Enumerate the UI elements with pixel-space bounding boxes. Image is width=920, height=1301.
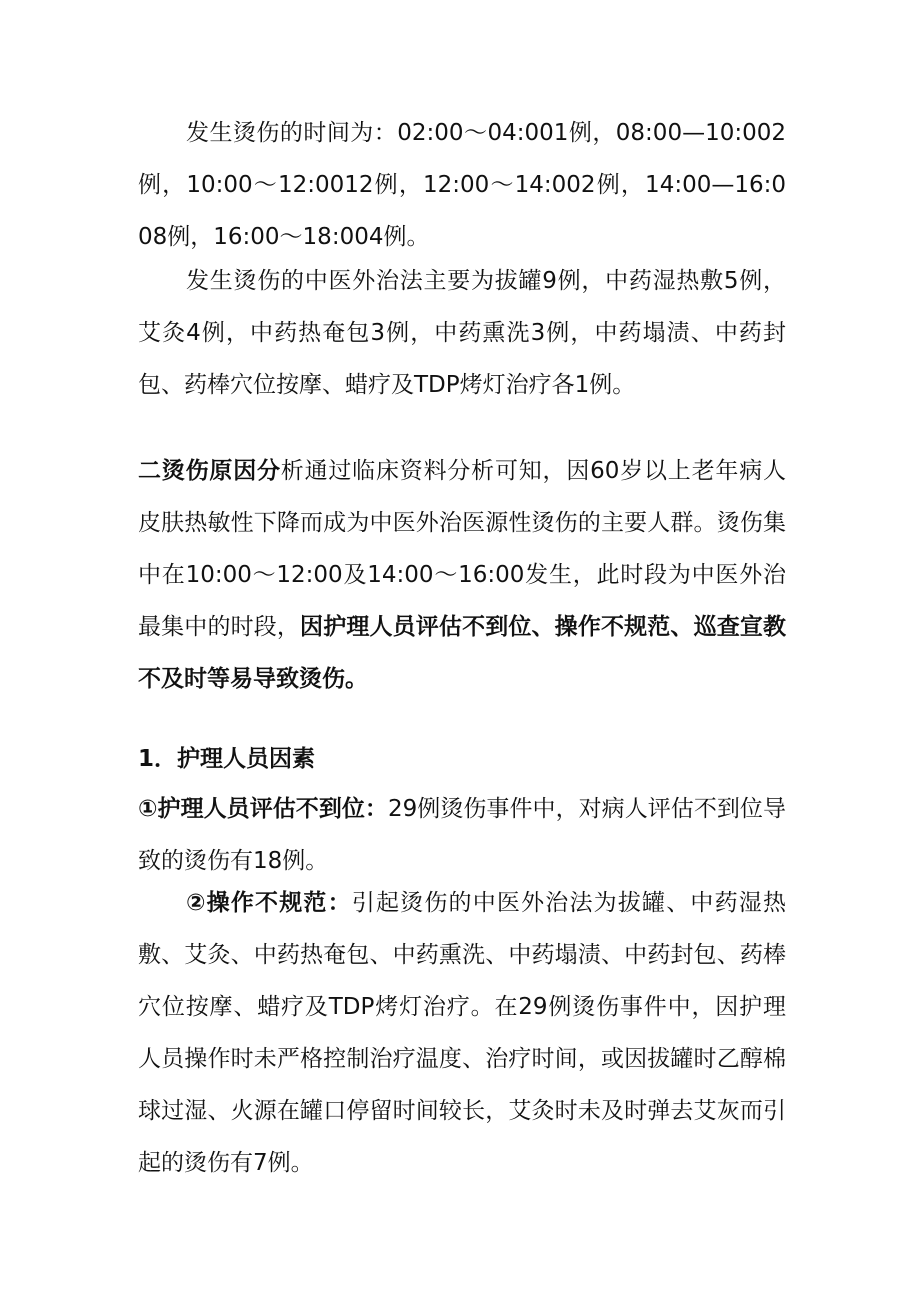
paragraph-item2: [138, 877, 786, 1189]
item2-text: 引起烫伤的中医外治法为拔罐、中药湿热敷、艾灸、中药热奄包、中药熏洗、中药塌渍、中药封包、药棒穴位按摩、蜡疗及TDP烤灯治疗。在29例烫伤事件中，因护理人员操作时未严格控制治疗温度、治疗时间，或因拔罐时乙醇棉球过湿、火源在罐口停留时间较长，艾灸时未及时弹去艾灰而引起的烫伤有7例。: [138, 890, 786, 1176]
cause-analysis-text: 析通过临床资料分析可知，因60岁以上老年病人皮肤热敏性下降而成为中医外治医源性烫伤的主要人群。烫伤集中在10:00～12:00及14:00～16:00发生，此时段为中医外治最集中的时段，: [138, 458, 786, 640]
paragraph-methods: [138, 255, 786, 411]
item2-label: ②操作不规范：: [186, 890, 352, 916]
time-distribution-text: 发生烫伤的时间为：02:00～04:001例，08:00—10:002例，10:00～12:0012例，12:00～14:002例，14:00—16:008例，16:00～18:004例。: [138, 120, 786, 250]
item1-text: 29例烫伤事件中，对病人评估不到位导致的烫伤有18例。: [138, 796, 786, 874]
paragraph-cause-analysis: [138, 445, 786, 705]
section1-heading: 1．护理人员因素: [138, 746, 316, 772]
paragraph-item1: [138, 783, 786, 887]
cause-analysis-bold-text: 因护理人员评估不到位、操作不规范、巡查宣教不及时等易导致烫伤。: [138, 614, 787, 692]
methods-text: 发生烫伤的中医外治法主要为拔罐9例，中药湿热敷5例，艾灸4例，中药热奄包3例，中药熏洗3例，中药塌渍、中药封包、药棒穴位按摩、蜡疗及TDP烤灯治疗各1例。: [138, 268, 786, 398]
item1-label: ①护理人员评估不到位：: [138, 796, 388, 822]
cause-analysis-heading: 二烫伤原因分: [138, 458, 281, 484]
paragraph-time-distribution: [138, 107, 786, 263]
section-heading-nursing-factors: [138, 733, 786, 785]
